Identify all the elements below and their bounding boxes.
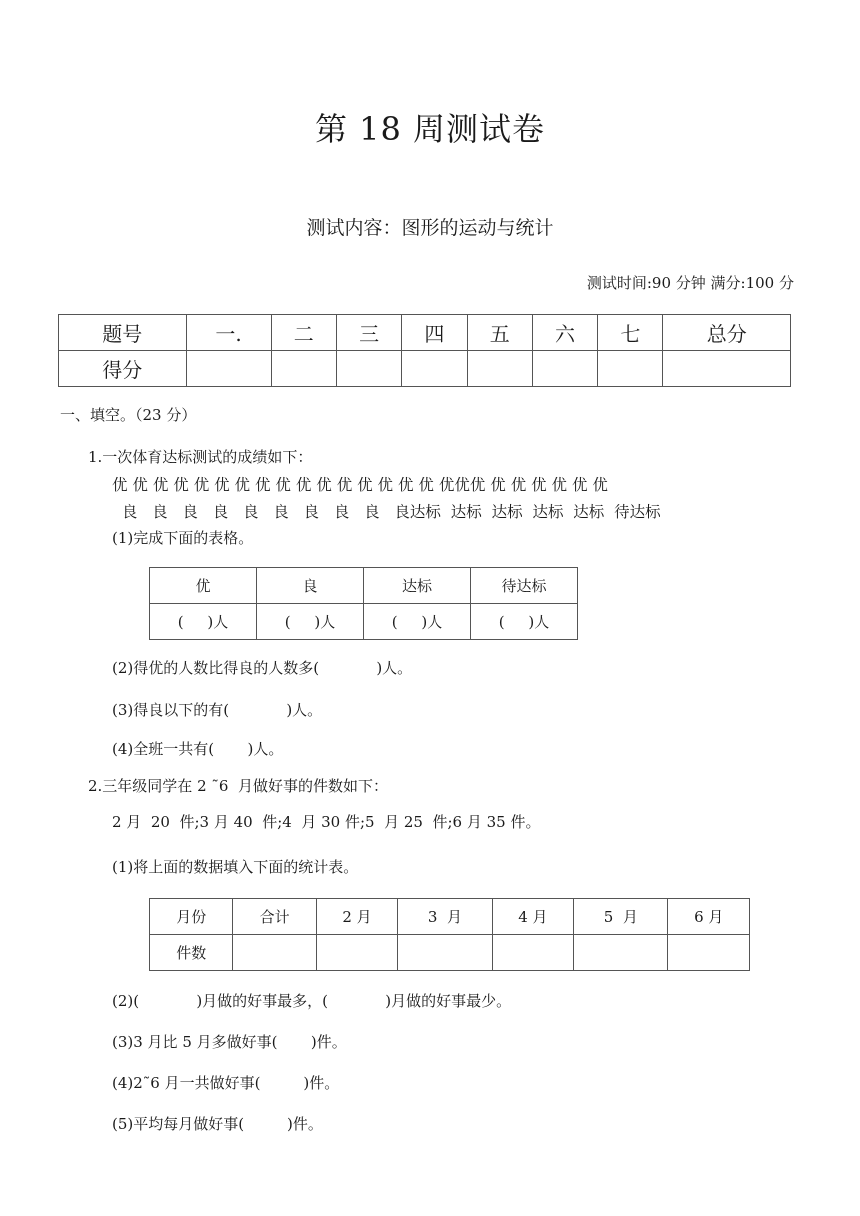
test-meta: 测试时间:90 分钟 满分:100 分 [586,274,794,292]
month-count-cell[interactable] [668,935,750,971]
score-header-cell: 六 [532,315,597,351]
question-1-part-3: (3)得良以下的有( )人。 [112,701,323,719]
grade-list-row-1: 优 优 优 优 优 优 优 优 优 优 优 优 优 优 优 优 优优优 优 优 优 优 优 优 [112,476,608,494]
score-header-cell: 题号 [59,315,187,351]
question-2-part-5: (5)平均每月做好事( )件。 [112,1115,323,1133]
score-header-cell: 五 [467,315,532,351]
page-subtitle: 测试内容：图形的运动与统计 [306,217,554,239]
score-header-cell: 七 [598,315,663,351]
question-1-part-2: (2)得优的人数比得良的人数多( )人。 [112,659,413,677]
question-2-data: 2 月 20 件;3 月 40 件;4 月 30 件;5 月 25 件;6 月 35 件。 [112,813,541,831]
score-header-cell: 三 [336,315,401,351]
grade-count-row [150,604,578,640]
grade-header-cell: 良 [257,568,364,604]
score-header-cell: 四 [402,315,467,351]
month-count-cell[interactable] [398,935,492,971]
question-1-part-4: (4)全班一共有( )人。 [112,740,284,758]
score-header-row [59,315,791,351]
grade-count-table [149,567,578,640]
grade-count-cell[interactable]: ( )人 [471,604,578,640]
month-header-cell: 5 月 [574,899,668,935]
score-row-label: 得分 [59,351,187,387]
grade-list-row-2: 良 良 良 良 良 良 良 良 良 良达标 达标 达标 达标 达标 待达标 [112,503,661,521]
grade-header-row [150,568,578,604]
question-2-part-1: (1)将上面的数据填入下面的统计表。 [112,858,359,876]
month-count-cell[interactable] [574,935,668,971]
grade-header-cell: 待达标 [471,568,578,604]
score-value-row [59,351,791,387]
month-header-cell: 2 月 [316,899,398,935]
month-header-cell: 3 月 [398,899,492,935]
month-count-cell[interactable] [316,935,398,971]
page-title: 第 18 周测试卷 [314,110,546,148]
score-cell[interactable] [402,351,467,387]
score-cell[interactable] [532,351,597,387]
question-1-stem: 1.一次体育达标测试的成绩如下： [88,448,313,466]
grade-count-cell[interactable]: ( )人 [150,604,257,640]
question-2-part-3: (3)3 月比 5 月多做好事( )件。 [112,1033,347,1051]
score-cell[interactable] [186,351,271,387]
question-2-stem: 2.三年级同学在 2 ˜6 月做好事的件数如下： [88,777,388,795]
score-cell[interactable] [336,351,401,387]
section-heading: 一、填空。（23 分） [60,406,197,424]
monthly-deeds-table [149,898,750,971]
month-header-row [150,899,750,935]
grade-count-cell[interactable]: ( )人 [257,604,364,640]
month-header-cell: 4 月 [492,899,574,935]
question-1-part-1: (1)完成下面的表格。 [112,529,254,547]
grade-count-cell[interactable]: ( )人 [364,604,471,640]
question-2-part-2: (2)( )月做的好事最多，( )月做的好事最少。 [112,992,512,1010]
score-cell[interactable] [467,351,532,387]
score-cell[interactable] [598,351,663,387]
score-header-cell: 一. [186,315,271,351]
month-count-cell[interactable] [233,935,316,971]
grade-header-cell: 优 [150,568,257,604]
month-header-cell: 月份 [150,899,233,935]
month-header-cell: 6 月 [668,899,750,935]
grade-header-cell: 达标 [364,568,471,604]
month-count-row [150,935,750,971]
score-cell[interactable] [663,351,791,387]
score-header-cell: 总分 [663,315,791,351]
score-cell[interactable] [271,351,336,387]
score-header-cell: 二 [271,315,336,351]
month-count-cell[interactable] [492,935,574,971]
month-header-cell: 合计 [233,899,316,935]
question-2-part-4: (4)2˜6 月一共做好事( )件。 [112,1074,340,1092]
score-table [58,314,791,387]
month-row-label: 件数 [150,935,233,971]
